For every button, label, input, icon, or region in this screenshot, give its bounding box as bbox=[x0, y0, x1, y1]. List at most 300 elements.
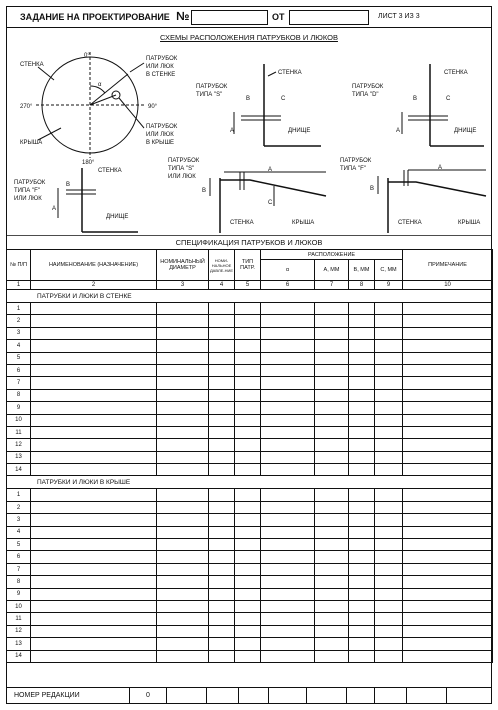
table-cell[interactable] bbox=[209, 414, 235, 426]
table-cell[interactable] bbox=[403, 402, 493, 414]
table-cell[interactable] bbox=[403, 551, 493, 563]
table-cell[interactable] bbox=[375, 563, 403, 575]
f-wall-label: СТЕНКА bbox=[98, 168, 122, 174]
table-cell[interactable] bbox=[235, 625, 261, 637]
table-row bbox=[7, 613, 493, 625]
table-cell[interactable] bbox=[31, 402, 157, 414]
table-cell[interactable] bbox=[315, 539, 349, 551]
table-cell[interactable] bbox=[261, 327, 315, 339]
form-title: ЗАДАНИЕ НА ПРОЕКТИРОВАНИЕ bbox=[20, 12, 170, 22]
table-cell[interactable] bbox=[403, 539, 493, 551]
table-cell[interactable] bbox=[375, 625, 403, 637]
table-cell[interactable] bbox=[315, 638, 349, 650]
sr-a-label: A bbox=[268, 167, 273, 173]
table-cell[interactable] bbox=[261, 625, 315, 637]
table-cell[interactable] bbox=[209, 501, 235, 513]
table-cell[interactable] bbox=[315, 625, 349, 637]
table-cell[interactable] bbox=[375, 364, 403, 376]
table-cell[interactable] bbox=[209, 613, 235, 625]
table-cell[interactable] bbox=[403, 451, 493, 463]
table-cell[interactable] bbox=[315, 588, 349, 600]
table-cell[interactable] bbox=[31, 588, 157, 600]
table-cell[interactable] bbox=[315, 439, 349, 451]
table-cell[interactable] bbox=[403, 377, 493, 389]
table-cell[interactable] bbox=[349, 315, 375, 327]
table-cell[interactable] bbox=[375, 526, 403, 538]
table-cell[interactable] bbox=[235, 613, 261, 625]
table-cell[interactable] bbox=[209, 514, 235, 526]
table-cell[interactable] bbox=[31, 600, 157, 612]
table-cell[interactable] bbox=[315, 414, 349, 426]
table-cell[interactable] bbox=[235, 364, 261, 376]
table-cell[interactable] bbox=[31, 464, 157, 476]
table-cell[interactable] bbox=[209, 439, 235, 451]
table-cell[interactable] bbox=[349, 340, 375, 352]
table-cell[interactable] bbox=[261, 315, 315, 327]
table-row bbox=[7, 526, 493, 538]
table-cell[interactable] bbox=[403, 464, 493, 476]
row-number: 13 bbox=[7, 451, 31, 463]
table-cell[interactable] bbox=[209, 526, 235, 538]
table-cell[interactable] bbox=[375, 389, 403, 401]
table-cell[interactable] bbox=[403, 489, 493, 501]
table-cell[interactable] bbox=[209, 327, 235, 339]
table-cell[interactable] bbox=[157, 489, 209, 501]
table-row bbox=[7, 352, 493, 364]
table-cell[interactable] bbox=[235, 451, 261, 463]
table-cell[interactable] bbox=[375, 514, 403, 526]
table-cell[interactable] bbox=[315, 377, 349, 389]
sr-wall-label: СТЕНКА bbox=[230, 220, 254, 226]
table-cell[interactable] bbox=[209, 563, 235, 575]
table-cell[interactable] bbox=[157, 588, 209, 600]
table-cell[interactable] bbox=[209, 625, 235, 637]
table-cell[interactable] bbox=[315, 464, 349, 476]
table-cell[interactable] bbox=[315, 563, 349, 575]
table-cell[interactable] bbox=[375, 426, 403, 438]
table-cell[interactable] bbox=[375, 402, 403, 414]
table-cell[interactable] bbox=[209, 539, 235, 551]
table-row bbox=[7, 364, 493, 376]
table-cell[interactable] bbox=[31, 489, 157, 501]
table-cell[interactable] bbox=[375, 327, 403, 339]
table-cell[interactable] bbox=[235, 638, 261, 650]
table-cell[interactable] bbox=[235, 414, 261, 426]
table-cell[interactable] bbox=[349, 600, 375, 612]
table-cell[interactable] bbox=[349, 489, 375, 501]
table-cell[interactable] bbox=[349, 389, 375, 401]
table-cell[interactable] bbox=[157, 340, 209, 352]
table-cell[interactable] bbox=[157, 327, 209, 339]
table-cell[interactable] bbox=[157, 600, 209, 612]
table-cell[interactable] bbox=[209, 364, 235, 376]
table-cell[interactable] bbox=[157, 303, 209, 315]
col-pn-header: НОМИ-НАЛЬНОЕ ДАВЛЕ-НИЕ bbox=[209, 250, 235, 281]
table-cell[interactable] bbox=[31, 539, 157, 551]
table-cell[interactable] bbox=[31, 426, 157, 438]
table-cell[interactable] bbox=[235, 563, 261, 575]
table-cell[interactable] bbox=[31, 352, 157, 364]
table-cell[interactable] bbox=[315, 551, 349, 563]
table-cell[interactable] bbox=[209, 377, 235, 389]
table-cell[interactable] bbox=[349, 414, 375, 426]
table-cell[interactable] bbox=[403, 364, 493, 376]
table-cell[interactable] bbox=[403, 588, 493, 600]
table-row bbox=[7, 600, 493, 612]
table-cell[interactable] bbox=[261, 340, 315, 352]
table-cell[interactable] bbox=[403, 526, 493, 538]
table-cell[interactable] bbox=[157, 315, 209, 327]
table-cell[interactable] bbox=[261, 501, 315, 513]
table-cell[interactable] bbox=[315, 340, 349, 352]
table-cell[interactable] bbox=[157, 352, 209, 364]
table-cell[interactable] bbox=[157, 377, 209, 389]
table-cell[interactable] bbox=[349, 514, 375, 526]
table-cell[interactable] bbox=[209, 489, 235, 501]
table-cell[interactable] bbox=[261, 303, 315, 315]
table-row bbox=[7, 563, 493, 575]
col-number: 2 bbox=[31, 281, 157, 290]
table-cell[interactable] bbox=[157, 563, 209, 575]
table-cell[interactable] bbox=[31, 613, 157, 625]
table-cell[interactable] bbox=[349, 551, 375, 563]
table-cell[interactable] bbox=[403, 625, 493, 637]
table-cell[interactable] bbox=[315, 426, 349, 438]
table-cell[interactable] bbox=[315, 352, 349, 364]
table-cell[interactable] bbox=[261, 464, 315, 476]
table-cell[interactable] bbox=[31, 364, 157, 376]
table-cell[interactable] bbox=[349, 588, 375, 600]
table-cell[interactable] bbox=[157, 539, 209, 551]
table-cell[interactable] bbox=[31, 650, 157, 662]
table-cell[interactable] bbox=[315, 501, 349, 513]
table-cell[interactable] bbox=[375, 501, 403, 513]
table-cell[interactable] bbox=[31, 340, 157, 352]
table-cell[interactable] bbox=[349, 526, 375, 538]
table-cell[interactable] bbox=[315, 315, 349, 327]
table-cell[interactable] bbox=[261, 489, 315, 501]
table-cell[interactable] bbox=[261, 439, 315, 451]
table-cell[interactable] bbox=[209, 551, 235, 563]
table-cell[interactable] bbox=[375, 638, 403, 650]
deg180-label: 180° bbox=[82, 160, 95, 166]
table-cell[interactable] bbox=[157, 576, 209, 588]
table-cell[interactable] bbox=[235, 315, 261, 327]
table-cell[interactable] bbox=[261, 402, 315, 414]
table-cell[interactable] bbox=[261, 576, 315, 588]
table-cell[interactable] bbox=[31, 563, 157, 575]
table-cell[interactable] bbox=[209, 303, 235, 315]
table-cell[interactable] bbox=[31, 327, 157, 339]
table-cell[interactable] bbox=[31, 576, 157, 588]
fr-wall-label: СТЕНКА bbox=[398, 220, 422, 226]
table-cell[interactable] bbox=[209, 650, 235, 662]
col-dn-header: НОМИНАЛЬНЫЙ ДИАМЕТР bbox=[157, 250, 209, 281]
table-cell[interactable] bbox=[235, 551, 261, 563]
table-cell[interactable] bbox=[209, 426, 235, 438]
table-cell[interactable] bbox=[349, 352, 375, 364]
table-cell[interactable] bbox=[261, 426, 315, 438]
row-number: 7 bbox=[7, 377, 31, 389]
table-cell[interactable] bbox=[31, 439, 157, 451]
table-cell[interactable] bbox=[349, 464, 375, 476]
table-cell[interactable] bbox=[235, 514, 261, 526]
table-cell[interactable] bbox=[31, 389, 157, 401]
table-cell[interactable] bbox=[315, 451, 349, 463]
table-cell[interactable] bbox=[375, 539, 403, 551]
table-cell[interactable] bbox=[209, 315, 235, 327]
table-cell[interactable] bbox=[403, 426, 493, 438]
table-cell[interactable] bbox=[157, 638, 209, 650]
table-row bbox=[7, 501, 493, 513]
table-cell[interactable] bbox=[261, 364, 315, 376]
table-cell[interactable] bbox=[209, 352, 235, 364]
table-cell[interactable] bbox=[375, 352, 403, 364]
table-cell[interactable] bbox=[349, 501, 375, 513]
table-cell[interactable] bbox=[235, 439, 261, 451]
table-cell[interactable] bbox=[235, 576, 261, 588]
row-number: 9 bbox=[7, 402, 31, 414]
table-cell[interactable] bbox=[375, 551, 403, 563]
table-cell[interactable] bbox=[31, 501, 157, 513]
type-f-roof-diagram bbox=[340, 158, 486, 233]
col-number: 7 bbox=[315, 281, 349, 290]
table-cell[interactable] bbox=[235, 340, 261, 352]
table-cell[interactable] bbox=[315, 600, 349, 612]
table-cell[interactable] bbox=[349, 576, 375, 588]
table-cell[interactable] bbox=[403, 576, 493, 588]
table-cell[interactable] bbox=[261, 377, 315, 389]
row-number: 3 bbox=[7, 327, 31, 339]
table-cell[interactable] bbox=[349, 563, 375, 575]
table-cell[interactable] bbox=[261, 539, 315, 551]
table-cell[interactable] bbox=[375, 315, 403, 327]
table-cell[interactable] bbox=[261, 414, 315, 426]
table-cell[interactable] bbox=[157, 526, 209, 538]
table-cell[interactable] bbox=[315, 514, 349, 526]
table-cell[interactable] bbox=[261, 389, 315, 401]
table-cell[interactable] bbox=[235, 501, 261, 513]
table-cell[interactable] bbox=[349, 327, 375, 339]
table-cell[interactable] bbox=[235, 588, 261, 600]
table-cell[interactable] bbox=[235, 526, 261, 538]
table-cell[interactable] bbox=[375, 303, 403, 315]
table-cell[interactable] bbox=[375, 489, 403, 501]
table-cell[interactable] bbox=[157, 650, 209, 662]
table-cell[interactable] bbox=[235, 489, 261, 501]
table-cell[interactable] bbox=[235, 539, 261, 551]
table-row bbox=[7, 464, 493, 476]
table-cell[interactable] bbox=[209, 576, 235, 588]
table-cell[interactable] bbox=[349, 364, 375, 376]
table-cell[interactable] bbox=[349, 303, 375, 315]
table-cell[interactable] bbox=[209, 451, 235, 463]
table-cell[interactable] bbox=[31, 638, 157, 650]
table-cell[interactable] bbox=[209, 588, 235, 600]
deg90-label: 90° bbox=[148, 104, 158, 110]
table-cell[interactable] bbox=[157, 451, 209, 463]
table-cell[interactable] bbox=[349, 613, 375, 625]
table-cell[interactable] bbox=[403, 439, 493, 451]
table-cell[interactable] bbox=[209, 638, 235, 650]
table-cell[interactable] bbox=[31, 625, 157, 637]
number-field[interactable] bbox=[191, 10, 268, 25]
table-cell[interactable] bbox=[157, 414, 209, 426]
footer-divider bbox=[374, 688, 375, 704]
table-cell[interactable] bbox=[157, 426, 209, 438]
row-number: 11 bbox=[7, 426, 31, 438]
table-cell[interactable] bbox=[349, 638, 375, 650]
table-cell[interactable] bbox=[209, 600, 235, 612]
table-cell[interactable] bbox=[235, 352, 261, 364]
date-field[interactable] bbox=[289, 10, 369, 25]
footer-divider bbox=[346, 688, 347, 704]
table-cell[interactable] bbox=[375, 377, 403, 389]
col-number: 3 bbox=[157, 281, 209, 290]
table-cell[interactable] bbox=[31, 451, 157, 463]
table-cell[interactable] bbox=[349, 625, 375, 637]
table-cell[interactable] bbox=[157, 501, 209, 513]
table-cell[interactable] bbox=[349, 426, 375, 438]
table-cell[interactable] bbox=[349, 377, 375, 389]
table-cell[interactable] bbox=[209, 389, 235, 401]
table-cell[interactable] bbox=[315, 526, 349, 538]
number-label: № bbox=[176, 9, 190, 23]
table-cell[interactable] bbox=[349, 539, 375, 551]
row-number: 9 bbox=[7, 588, 31, 600]
table-cell[interactable] bbox=[235, 464, 261, 476]
table-row bbox=[7, 426, 493, 438]
table-cell[interactable] bbox=[157, 625, 209, 637]
table-cell[interactable] bbox=[261, 514, 315, 526]
table-cell[interactable] bbox=[375, 414, 403, 426]
table-cell[interactable] bbox=[157, 364, 209, 376]
table-cell[interactable] bbox=[157, 613, 209, 625]
table-cell[interactable] bbox=[403, 389, 493, 401]
type-f-wall-diagram bbox=[14, 168, 138, 232]
col-name-header: НАИМЕНОВАНИЕ (НАЗНАЧЕНИЕ) bbox=[31, 250, 157, 281]
table-cell[interactable] bbox=[403, 327, 493, 339]
table-cell[interactable] bbox=[157, 464, 209, 476]
table-cell[interactable] bbox=[375, 451, 403, 463]
table-cell[interactable] bbox=[31, 551, 157, 563]
table-cell[interactable] bbox=[349, 451, 375, 463]
table-cell[interactable] bbox=[31, 414, 157, 426]
table-row bbox=[7, 625, 493, 637]
table-cell[interactable] bbox=[315, 364, 349, 376]
table-cell[interactable] bbox=[315, 327, 349, 339]
roof-label: КРЫША bbox=[20, 140, 43, 146]
table-cell[interactable] bbox=[157, 551, 209, 563]
table-cell[interactable] bbox=[261, 600, 315, 612]
table-row bbox=[7, 539, 493, 551]
table-cell[interactable] bbox=[375, 600, 403, 612]
table-cell[interactable] bbox=[31, 526, 157, 538]
table-cell[interactable] bbox=[157, 514, 209, 526]
table-cell[interactable] bbox=[375, 464, 403, 476]
table-cell[interactable] bbox=[375, 340, 403, 352]
table-cell[interactable] bbox=[157, 439, 209, 451]
table-cell[interactable] bbox=[375, 613, 403, 625]
table-cell[interactable] bbox=[261, 650, 315, 662]
table-cell[interactable] bbox=[315, 303, 349, 315]
table-cell[interactable] bbox=[375, 576, 403, 588]
table-cell[interactable] bbox=[209, 340, 235, 352]
table-cell[interactable] bbox=[261, 588, 315, 600]
footer-divider bbox=[129, 688, 130, 704]
table-cell[interactable] bbox=[235, 389, 261, 401]
table-row bbox=[7, 551, 493, 563]
table-cell[interactable] bbox=[209, 402, 235, 414]
table-cell[interactable] bbox=[235, 600, 261, 612]
table-cell[interactable] bbox=[235, 650, 261, 662]
table-cell[interactable] bbox=[375, 650, 403, 662]
table-cell[interactable] bbox=[315, 489, 349, 501]
table-cell[interactable] bbox=[315, 613, 349, 625]
table-cell[interactable] bbox=[261, 613, 315, 625]
table-cell[interactable] bbox=[349, 402, 375, 414]
sheet-label: ЛИСТ 3 ИЗ 3 bbox=[378, 13, 420, 20]
f-b-label: B bbox=[66, 182, 71, 188]
table-cell[interactable] bbox=[261, 563, 315, 575]
table-cell[interactable] bbox=[261, 551, 315, 563]
table-cell[interactable] bbox=[349, 650, 375, 662]
table-cell[interactable] bbox=[31, 377, 157, 389]
s-b-label: B bbox=[246, 96, 251, 102]
table-cell[interactable] bbox=[31, 315, 157, 327]
table-cell[interactable] bbox=[403, 352, 493, 364]
table-cell[interactable] bbox=[235, 426, 261, 438]
table-cell[interactable] bbox=[315, 402, 349, 414]
table-cell[interactable] bbox=[403, 600, 493, 612]
table-cell[interactable] bbox=[349, 439, 375, 451]
table-cell[interactable] bbox=[403, 613, 493, 625]
table-cell[interactable] bbox=[261, 638, 315, 650]
table-cell[interactable] bbox=[235, 402, 261, 414]
table-cell[interactable] bbox=[235, 327, 261, 339]
table-cell[interactable] bbox=[209, 464, 235, 476]
table-cell[interactable] bbox=[31, 514, 157, 526]
table-cell[interactable] bbox=[31, 303, 157, 315]
table-cell[interactable] bbox=[235, 377, 261, 389]
table-cell[interactable] bbox=[261, 352, 315, 364]
from-label: ОТ bbox=[272, 12, 285, 22]
table-cell[interactable] bbox=[403, 303, 493, 315]
table-cell[interactable] bbox=[235, 303, 261, 315]
table-cell[interactable] bbox=[157, 402, 209, 414]
row-number: 6 bbox=[7, 551, 31, 563]
table-cell[interactable] bbox=[261, 526, 315, 538]
table-cell[interactable] bbox=[315, 650, 349, 662]
type-d-label-1: ПАТРУБОК bbox=[352, 84, 384, 90]
table-cell[interactable] bbox=[375, 439, 403, 451]
table-cell[interactable] bbox=[157, 389, 209, 401]
type-s-roof-diagram bbox=[168, 158, 326, 233]
table-cell[interactable] bbox=[403, 514, 493, 526]
table-cell[interactable] bbox=[261, 451, 315, 463]
table-cell[interactable] bbox=[315, 576, 349, 588]
table-cell[interactable] bbox=[403, 501, 493, 513]
table-cell[interactable] bbox=[403, 340, 493, 352]
table-cell[interactable] bbox=[403, 414, 493, 426]
table-cell[interactable] bbox=[375, 588, 403, 600]
table-cell[interactable] bbox=[315, 389, 349, 401]
table-cell[interactable] bbox=[403, 650, 493, 662]
table-cell[interactable] bbox=[403, 563, 493, 575]
table-cell[interactable] bbox=[403, 638, 493, 650]
table-cell[interactable] bbox=[403, 315, 493, 327]
f-a-label: A bbox=[52, 206, 57, 212]
